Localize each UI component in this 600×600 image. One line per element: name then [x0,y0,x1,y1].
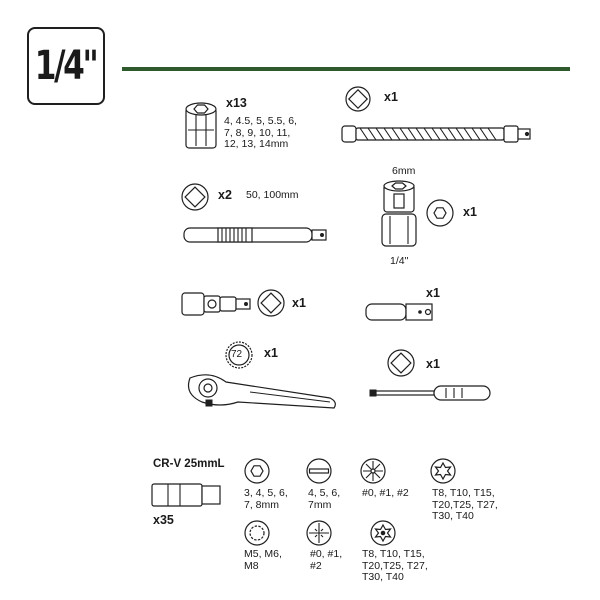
screwdriver-qty: x1 [426,357,440,371]
pozidriv-bit-icon [306,520,332,546]
phillips-bit-icon [360,458,386,484]
bits-qty: x35 [153,513,174,527]
slotted-bit-icon [306,458,332,484]
header-rule [122,67,570,71]
socket-icon [182,100,222,152]
extension-bar-icon [182,224,342,246]
square-drive-icon [386,348,416,378]
spline-bit-icon [244,520,270,546]
sliding-bar-icon [364,300,444,324]
universal-joint-icon [180,288,258,320]
square-drive-icon [345,86,371,112]
adapter-top-label: 6mm [392,165,416,177]
ratchet-qty: x1 [264,346,278,360]
bits-title: CR-V 25mmL [153,458,225,470]
universal-joint-qty: x1 [292,296,306,310]
size-badge [27,27,105,105]
phillips-bit-sizes: #0, #1, #2 [362,487,409,499]
pozidriv-bit-sizes: #0, #1, #2 [310,548,343,572]
square-drive-icon [180,182,210,212]
square-drive-icon [256,288,286,318]
flex-extension-icon [340,120,540,148]
bit-icon [150,478,226,512]
torx-bit-sizes: T8, T10, T15, T20,T25, T27, T30, T40 [432,487,498,522]
sockets-sizes: 4, 4.5, 5, 5.5, 6, 7, 8, 9, 10, 11, 12, 13, 14mm [224,115,297,150]
adapter-qty: x1 [463,205,477,219]
spline-bit-sizes: M5, M6, M8 [244,548,282,572]
ratchet-teeth: 72 [231,349,243,360]
slotted-bit-sizes: 4, 5, 6, 7mm [308,487,341,511]
bit-adapter-icon [378,180,422,254]
hex-bit-icon [244,458,270,484]
hex-bit-sizes: 3, 4, 5, 6, 7, 8mm [244,487,288,511]
hex-drive-icon [425,198,455,228]
flex-extension-qty: x1 [384,90,398,104]
badge-label: 1/4" [35,43,97,89]
extensions-sizes: 50, 100mm [246,189,299,201]
sockets-qty: x13 [226,96,247,110]
security-torx-bit-icon [370,520,396,546]
torx-bit-icon [430,458,456,484]
extensions-qty: x2 [218,188,232,202]
sliding-bar-qty: x1 [426,286,440,300]
ratchet-icon [180,372,340,416]
security-torx-bit-sizes: T8, T10, T15, T20,T25, T27, T30, T40 [362,548,428,583]
screwdriver-icon [368,380,498,404]
adapter-bottom-label: 1/4" [390,255,409,267]
